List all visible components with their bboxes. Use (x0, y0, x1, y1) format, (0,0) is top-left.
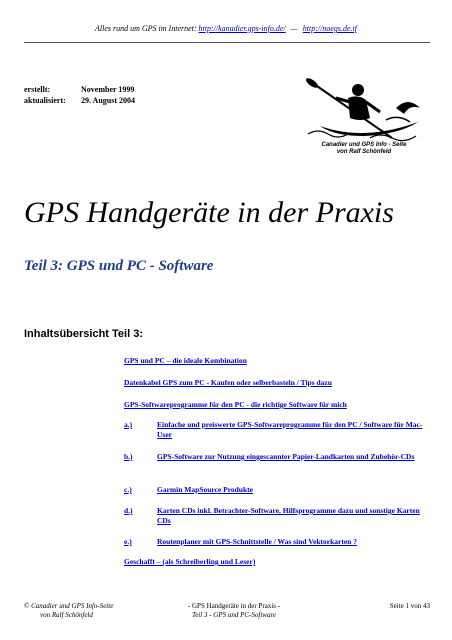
page-header (0, 24, 452, 33)
created-value: November 1999 (81, 85, 135, 94)
toc-link[interactable]: Einfache und preiswerte GPS-Softwareprogramme für den PC / Software für Mac-User (157, 420, 423, 439)
logo-caption (300, 142, 428, 156)
toc-link[interactable]: GPS und PC – die ideale Kombination (124, 356, 247, 365)
toc-number[interactable]: a.) (124, 420, 133, 429)
canoe-logo (300, 78, 428, 170)
toc-link[interactable]: Karten CDs inkl. Betrachter-Software, Hilfsprogramme dazu und sonstige Karten CDs (157, 506, 420, 525)
footer-copyright (24, 602, 113, 620)
updated-value: 29. August 2004 (81, 96, 136, 105)
footer-document-info (174, 602, 294, 620)
footer-left-line-1: © Canadier und GPS Info-Seite (24, 602, 114, 610)
footer-mid-line-1: - GPS Handgeräte in der Praxis - (187, 602, 281, 610)
page-number: Seite 1 von 43 (389, 602, 430, 610)
toc-heading: Inhaltsübersicht Teil 3: (24, 328, 143, 340)
toc-number[interactable]: e.) (124, 537, 132, 546)
document-subtitle: Teil 3: GPS und PC - Software (24, 258, 214, 274)
toc-link[interactable]: GPS-Softwareprogramme für den PC - die richtige Software für mich (124, 400, 347, 409)
toc-item[interactable] (124, 452, 424, 462)
toc-item[interactable] (124, 420, 424, 440)
toc-item[interactable] (124, 537, 424, 547)
toc-link[interactable]: Garmin MapSource Produkte (157, 485, 253, 494)
document-dates (24, 84, 135, 106)
logo-line-2: von Ralf Schönfeld (336, 149, 392, 155)
toc-link[interactable]: Routenplaner mit GPS-Schnittstelle / Was sind Vektorkarten ? (157, 537, 357, 546)
toc-item[interactable] (124, 557, 424, 567)
logo-line-1: Canadier und GPS Info - Seite (321, 142, 407, 148)
header-text: Alles rund um GPS im Internet: (95, 24, 197, 33)
header-link-noegs[interactable]: http://noegs.de.tf (302, 24, 357, 33)
toc-number[interactable]: b.) (124, 452, 133, 461)
toc-link[interactable]: Geschafft – (als Schreiberling und Leser) (124, 557, 256, 566)
document-title: GPS Handgeräte in der Praxis (24, 196, 394, 229)
updated-label: aktualisiert: (24, 96, 66, 105)
toc-number[interactable]: c.) (124, 485, 132, 494)
footer-left-line-2: von Ralf Schönfeld (40, 611, 93, 619)
toc-number[interactable]: d.) (124, 506, 133, 515)
toc-item[interactable] (124, 506, 424, 526)
toc-item[interactable] (124, 400, 424, 410)
header-rule (24, 42, 430, 43)
toc-item[interactable] (124, 378, 424, 388)
footer-mid-line-2: Teil 3 - GPS und PC-Software (191, 611, 277, 619)
canoeist-icon (300, 78, 428, 144)
toc-item[interactable] (124, 356, 424, 366)
toc-item[interactable] (124, 485, 424, 495)
toc-link[interactable]: Datenkabel GPS zum PC - Kaufen oder selberbasteln / Tips dazu (124, 378, 332, 387)
header-separator: — (290, 24, 298, 33)
created-label: erstellt: (24, 85, 51, 94)
toc-link[interactable]: GPS-Software zur Nutzung eingescannter Papier-Landkarten und Zubehör-CDs (157, 452, 415, 461)
header-link-kanadier[interactable]: http://kanadier.gps-info.de/ (198, 24, 286, 33)
